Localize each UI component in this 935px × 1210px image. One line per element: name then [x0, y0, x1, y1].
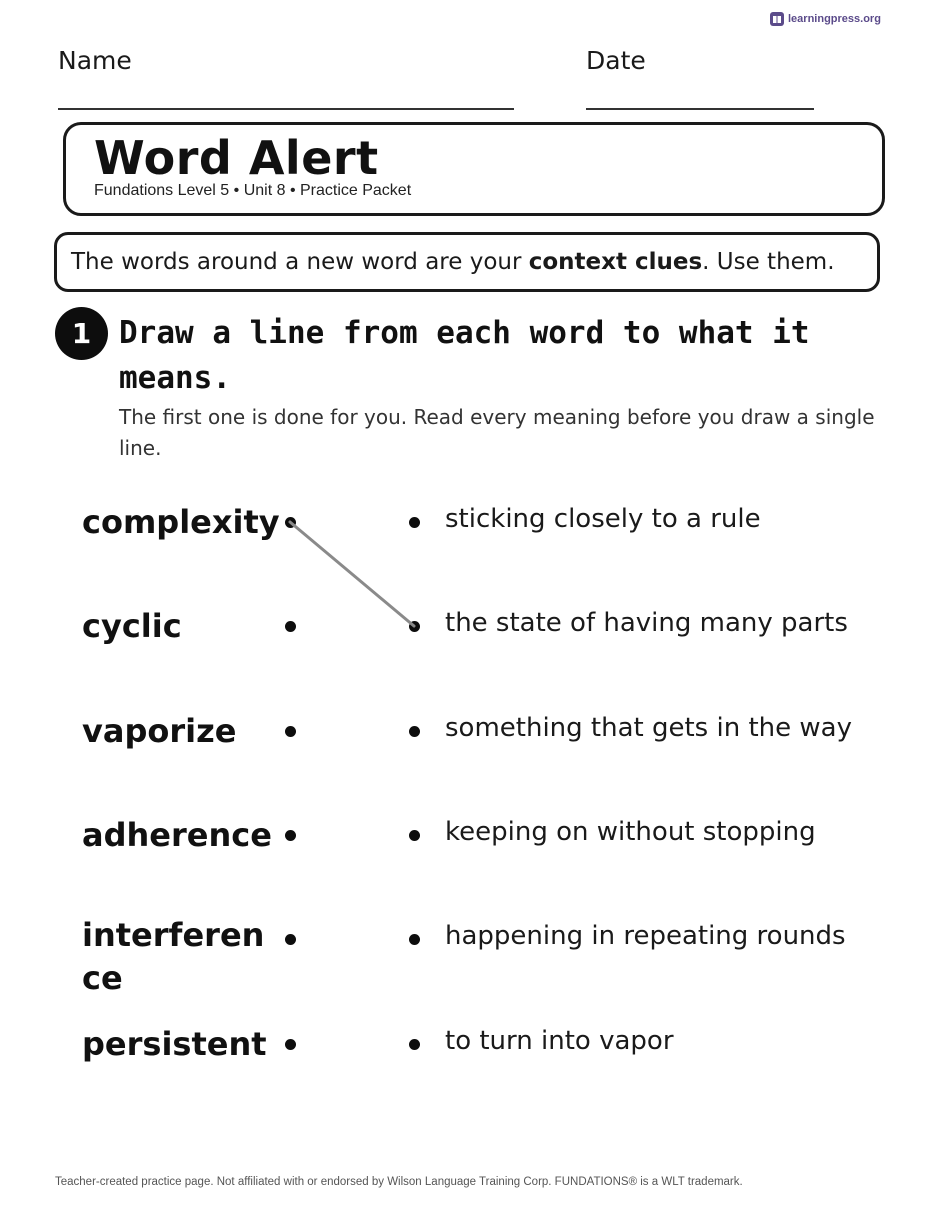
match-word: interference	[82, 916, 265, 997]
meaning-connector-dot[interactable]	[409, 726, 420, 737]
match-meaning: happening in repeating rounds	[445, 921, 846, 951]
clue-text-before: The words around a new word are your	[71, 249, 529, 275]
match-meaning: something that gets in the way	[445, 713, 852, 743]
meaning-connector-dot[interactable]	[409, 1039, 420, 1050]
match-row	[0, 601, 935, 661]
match-word: adherence	[82, 816, 272, 854]
match-row	[0, 1019, 935, 1079]
section-title: Draw a line from each word to what it means.	[119, 315, 810, 396]
match-row	[0, 497, 935, 557]
word-connector-dot[interactable]	[285, 934, 296, 945]
section-instructions: The first one is done for you. Read every meaning before you draw a single line.	[119, 405, 875, 460]
brand	[770, 12, 881, 26]
footer-disclaimer: Teacher-created practice page. Not affiliated with or endorsed by Wilson Language Training Corp. FUNDATIONS® is a WLT trademark.	[55, 1176, 743, 1188]
match-word: cyclic	[82, 607, 182, 645]
match-word: vaporize	[82, 712, 237, 750]
meaning-connector-dot[interactable]	[409, 517, 420, 528]
match-word: complexity	[82, 503, 280, 541]
match-meaning: to turn into vapor	[445, 1026, 674, 1056]
word-connector-dot[interactable]	[285, 726, 296, 737]
match-row	[0, 914, 935, 997]
page-subtitle: Fundations Level 5 • Unit 8 • Practice Packet	[94, 182, 412, 199]
clue-text-bold: context clues	[528, 249, 703, 275]
context-clue-box	[54, 232, 880, 292]
date-label: Date	[586, 46, 646, 75]
clue-text-after: . Use them.	[702, 249, 835, 275]
match-word: persistent	[82, 1025, 267, 1063]
match-meaning: sticking closely to a rule	[445, 504, 761, 534]
meaning-connector-dot[interactable]	[409, 621, 420, 632]
page-title: Word Alert	[94, 131, 379, 185]
match-row	[0, 706, 935, 766]
name-field-line[interactable]	[58, 108, 514, 110]
word-connector-dot[interactable]	[285, 830, 296, 841]
match-meaning: keeping on without stopping	[445, 817, 816, 847]
match-row	[0, 810, 935, 870]
match-meaning: the state of having many parts	[445, 608, 848, 638]
section-number-badge: 1	[55, 307, 108, 360]
word-connector-dot[interactable]	[285, 1039, 296, 1050]
meaning-connector-dot[interactable]	[409, 934, 420, 945]
word-connector-dot[interactable]	[285, 621, 296, 632]
date-field-line[interactable]	[586, 108, 814, 110]
name-label: Name	[58, 46, 132, 75]
book-icon	[770, 12, 784, 26]
word-connector-dot[interactable]	[285, 517, 296, 528]
brand-text: learningpress.org	[788, 13, 881, 25]
title-box	[63, 122, 885, 216]
meaning-connector-dot[interactable]	[409, 830, 420, 841]
